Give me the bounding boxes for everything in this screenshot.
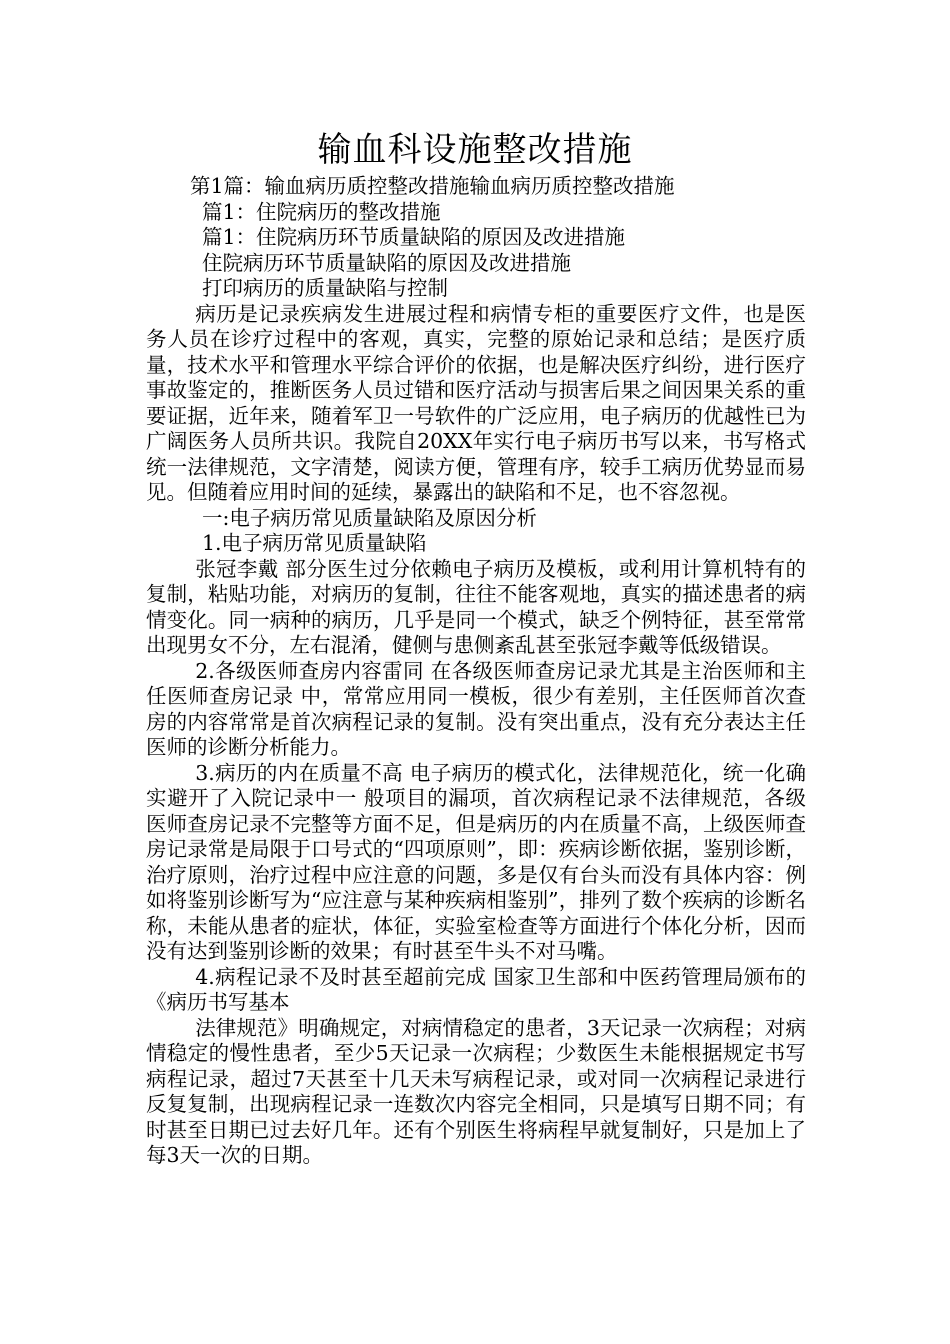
document-body [146,174,806,1169]
body-paragraph: 病历是记录疾病发生进展过程和病情专柜的重要医疗文件，也是医务人员在诊疗过程中的客观，真实，完整的原始记录和总结；是医疗质量，技术水平和管理水平综合评价的依据，也是解决医疗纠纷，进行医疗事故鉴定的，推断医务人员过错和医疗活动与损害后果之间因果关系的重要证据，近年来，随着军卫一号软件的广泛应用，电子病历的优越性已为广阔医务人员所共识。我院自20XX年实行电子病历书写以来，书写格式统一法律规范，文字清楚，阅读方便，管理有序，较手工病历优势显而易见。但随着应用时间的延续，暴露出的缺陷和不足，也不容忽视。 [146,301,806,504]
list-item: 3.病历的内在质量不高 电子病历的模式化，法律规范化，统一化确实避开了入院记录中一 般项目的漏项，首次病程记录不法律规范，各级医师查房记录不完整等方面不足，但是病历的内在质量不高，上级医师查房记录常是局限于口号式的“四项原则”，即：疾病诊断依据，鉴别诊断，治疗原则，治疗过程中应注意的问题，多是仅有台头而没有具体内容：例如将鉴别诊断写为“应注意与某种疾病相鉴别”，排列了数个疾病的诊断名称，未能从患者的症状，体征，实验室检查等方面进行个体化分析，因而没有达到鉴别诊断的效果；有时甚至牛头不对马嘴。 [146,760,806,963]
heading-line: 第1篇：输血病历质控整改措施输血病历质控整改措施 [190,174,675,198]
document-title: 输血科设施整改措施 [317,130,633,170]
section-heading: 一:电子病历常见质量缺陷及原因分析 [202,505,537,530]
heading-line: 打印病历的质量缺陷与控制 [202,276,448,300]
heading-line: 篇1：住院病历环节质量缺陷的原因及改进措施 [202,225,626,249]
sub-heading: 1.电子病历常见质量缺陷 [202,531,427,555]
heading-line: 篇1：住院病历的整改措施 [202,199,441,224]
list-item: 4.病程记录不及时甚至超前完成 国家卫生部和中医药管理局颁布的《病历书写基本 [146,964,806,1014]
list-item: 张冠李戴 部分医生过分依赖电子病历及模板，或利用计算机特有的复制，粘贴功能，对病历的复制，往往不能客观地，真实的描述患者的病情变化。同一病种的病历，几乎是同一个模式，缺乏个例特征，甚至常常出现男女不分，左右混淆，健侧与患侧紊乱甚至张冠李戴等低级错误。 [146,556,806,657]
list-item: 2.各级医师查房内容雷同 在各级医师查房记录尤其是主治医师和主任医师查房记录 中，常常应用同一模板，很少有差别，主任医师首次查房的内容常常是首次病程记录的复制。没有突出重点，没有充分表达主任医师的诊断分析能力。 [146,658,806,759]
heading-line: 住院病历环节质量缺陷的原因及改进措施 [202,250,571,275]
list-item: 法律规范》明确规定，对病情稳定的患者，3天记录一次病程；对病情稳定的慢性患者，至少5天记录一次病程；少数医生未能根据规定书写病程记录，超过7天甚至十几天未写病程记录，或对同一次病程记录进行反复复制，出现病程记录一连数次内容完全相同，只是填写日期不同；有时甚至日期已过去好几年。还有个别医生将病程早就复制好，只是加上了每3天一次的日期。 [146,1015,806,1167]
